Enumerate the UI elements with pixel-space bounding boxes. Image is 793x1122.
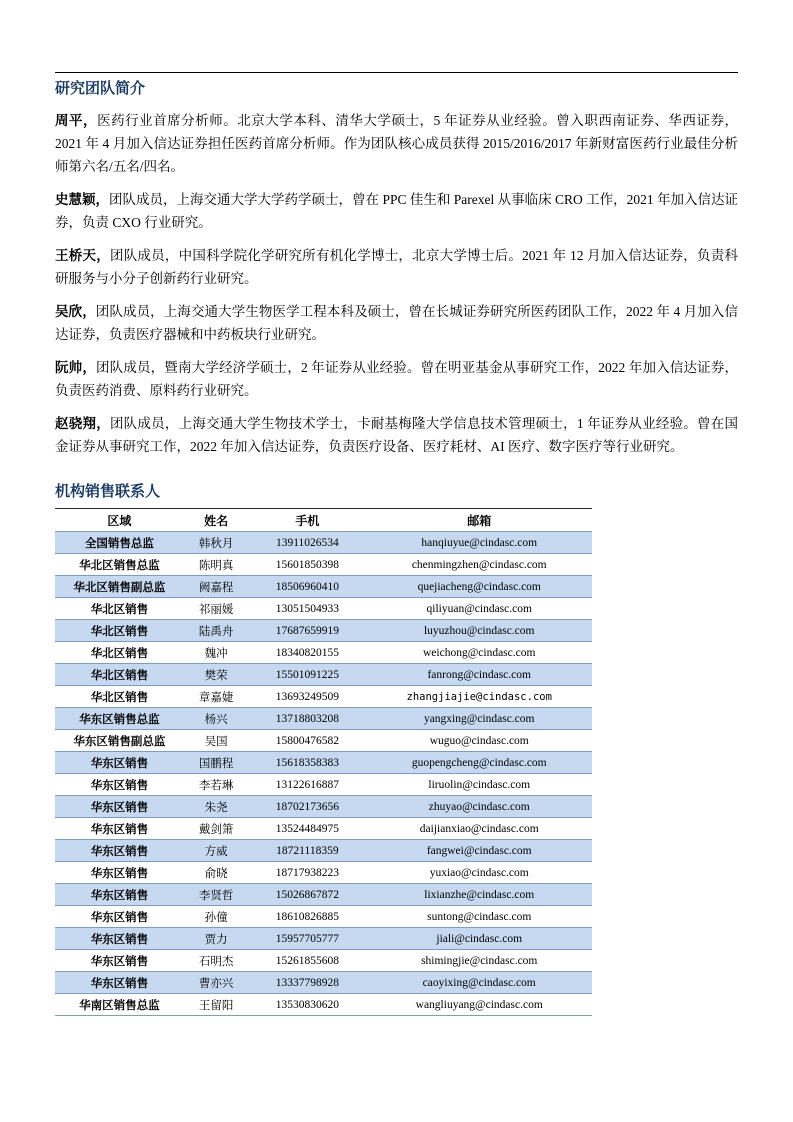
table-row: [55, 686, 592, 708]
table-row: [55, 928, 592, 950]
cell-region: 华北区销售: [55, 620, 184, 642]
cell-phone: 15026867872: [248, 884, 366, 906]
cell-email: liruolin@cindasc.com: [366, 774, 592, 796]
table-row: [55, 664, 592, 686]
cell-phone: 17687659919: [248, 620, 366, 642]
cell-name: 方威: [184, 840, 248, 862]
cell-name: 章嘉婕: [184, 686, 248, 708]
cell-email: yuxiao@cindasc.com: [366, 862, 592, 884]
cell-phone: 15957705777: [248, 928, 366, 950]
header-email: 邮箱: [366, 509, 592, 532]
cell-region: 全国销售总监: [55, 532, 184, 554]
sales-contact-table: [55, 508, 592, 1016]
cell-email: fangwei@cindasc.com: [366, 840, 592, 862]
table-row: [55, 598, 592, 620]
cell-region: 华东区销售: [55, 774, 184, 796]
team-member-paragraph: [55, 109, 738, 178]
page-content: [55, 72, 738, 1016]
cell-phone: 15501091225: [248, 664, 366, 686]
member-bio: 团队成员，上海交通大学大学药学硕士，曾在 PPC 佳生和 Parexel 从事临床 CRO 工作，2021 年加入信达证券，负责 CXO 行业研究。: [55, 192, 738, 230]
table-row: [55, 708, 592, 730]
cell-email: shimingjie@cindasc.com: [366, 950, 592, 972]
cell-phone: 18702173656: [248, 796, 366, 818]
team-member-paragraph: [55, 188, 738, 234]
cell-phone: 18506960410: [248, 576, 366, 598]
member-bio: 团队成员，暨南大学经济学硕士，2 年证券从业经验。曾在明亚基金从事研究工作，2022 年加入信达证券，负责医药消费、原料药行业研究。: [55, 360, 738, 398]
cell-name: 李贤哲: [184, 884, 248, 906]
header-name: 姓名: [184, 509, 248, 532]
cell-region: 华北区销售: [55, 642, 184, 664]
cell-name: 韩秋月: [184, 532, 248, 554]
table-row: [55, 972, 592, 994]
cell-email: yangxing@cindasc.com: [366, 708, 592, 730]
table-row: [55, 862, 592, 884]
table-row: [55, 796, 592, 818]
cell-email: guopengcheng@cindasc.com: [366, 752, 592, 774]
cell-region: 华东区销售: [55, 884, 184, 906]
cell-phone: 15800476582: [248, 730, 366, 752]
header-region: 区域: [55, 509, 184, 532]
cell-name: 国鹏程: [184, 752, 248, 774]
cell-email: suntong@cindasc.com: [366, 906, 592, 928]
contacts-section-title: 机构销售联系人: [55, 483, 161, 500]
team-member-paragraph: [55, 300, 738, 346]
cell-name: 陈明真: [184, 554, 248, 576]
cell-region: 华东区销售: [55, 818, 184, 840]
cell-email: jiali@cindasc.com: [366, 928, 592, 950]
cell-email: zhangjiajie@cindasc.com: [366, 686, 592, 708]
cell-name: 石明杰: [184, 950, 248, 972]
cell-phone: 13530830620: [248, 994, 366, 1016]
cell-name: 吴国: [184, 730, 248, 752]
cell-phone: 18717938223: [248, 862, 366, 884]
cell-email: wuguo@cindasc.com: [366, 730, 592, 752]
cell-phone: 18340820155: [248, 642, 366, 664]
cell-email: fanrong@cindasc.com: [366, 664, 592, 686]
member-name: 赵骁翔，: [55, 416, 110, 431]
cell-phone: 13122616887: [248, 774, 366, 796]
cell-email: quejiacheng@cindasc.com: [366, 576, 592, 598]
cell-phone: 18721118359: [248, 840, 366, 862]
cell-region: 华东区销售: [55, 906, 184, 928]
cell-name: 魏冲: [184, 642, 248, 664]
cell-name: 祁丽媛: [184, 598, 248, 620]
member-bio: 团队成员，上海交通大学生物医学工程本科及硕士，曾在长城证券研究所医药团队工作，2022 年 4 月加入信达证券，负责医疗器械和中药板块行业研究。: [55, 304, 739, 342]
cell-name: 孙僮: [184, 906, 248, 928]
cell-region: 华北区销售: [55, 686, 184, 708]
cell-region: 华东区销售副总监: [55, 730, 184, 752]
cell-phone: 13693249509: [248, 686, 366, 708]
cell-phone: 18610826885: [248, 906, 366, 928]
cell-region: 华东区销售: [55, 862, 184, 884]
cell-name: 杨兴: [184, 708, 248, 730]
cell-region: 华东区销售: [55, 972, 184, 994]
cell-phone: 15601850398: [248, 554, 366, 576]
team-section-title: 研究团队简介: [55, 80, 146, 97]
member-bio: 团队成员，中国科学院化学研究所有机化学博士，北京大学博士后。2021 年 12 月加入信达证券，负责科研服务与小分子创新药行业研究。: [55, 248, 739, 286]
cell-name: 樊荣: [184, 664, 248, 686]
member-name: 阮帅，: [55, 360, 96, 375]
table-row: [55, 906, 592, 928]
cell-region: 华南区销售总监: [55, 994, 184, 1016]
cell-email: caoyixing@cindasc.com: [366, 972, 592, 994]
cell-name: 陆禹舟: [184, 620, 248, 642]
contact-table-body: [55, 532, 592, 1016]
cell-name: 王留阳: [184, 994, 248, 1016]
member-bio: 医药行业首席分析师。北京大学本科、清华大学硕士，5 年证券从业经验。曾入职西南证券、华西证券，2021 年 4 月加入信达证券担任医药首席分析师。作为团队核心成员获得 2015/2016/2017 年新财富医药行业最佳分析师第六名/五名/四名。: [55, 113, 739, 174]
contact-table-header-row: [55, 509, 592, 532]
section-divider-rule: [55, 72, 738, 73]
cell-phone: 13337798928: [248, 972, 366, 994]
table-row: [55, 554, 592, 576]
cell-name: 戴剑箫: [184, 818, 248, 840]
cell-region: 华北区销售总监: [55, 554, 184, 576]
table-row: [55, 884, 592, 906]
cell-email: weichong@cindasc.com: [366, 642, 592, 664]
member-name: 周平，: [55, 113, 98, 128]
table-row: [55, 950, 592, 972]
cell-phone: 15618358383: [248, 752, 366, 774]
table-row: [55, 642, 592, 664]
cell-name: 李若琳: [184, 774, 248, 796]
table-row: [55, 774, 592, 796]
cell-email: wangliuyang@cindasc.com: [366, 994, 592, 1016]
team-member-paragraph: [55, 244, 738, 290]
cell-name: 俞晓: [184, 862, 248, 884]
cell-email: zhuyao@cindasc.com: [366, 796, 592, 818]
cell-email: hanqiuyue@cindasc.com: [366, 532, 592, 554]
cell-phone: 15261855608: [248, 950, 366, 972]
cell-phone: 13051504933: [248, 598, 366, 620]
cell-region: 华东区销售: [55, 950, 184, 972]
cell-email: luyuzhou@cindasc.com: [366, 620, 592, 642]
cell-phone: 13524484975: [248, 818, 366, 840]
member-name: 史慧颖，: [55, 192, 110, 207]
member-name: 王桥天，: [55, 248, 110, 263]
table-row: [55, 730, 592, 752]
team-member-list: [55, 109, 738, 458]
table-row: [55, 752, 592, 774]
table-row: [55, 620, 592, 642]
cell-email: lixianzhe@cindasc.com: [366, 884, 592, 906]
member-name: 吴欣，: [55, 304, 96, 319]
cell-region: 华北区销售: [55, 598, 184, 620]
cell-name: 曹亦兴: [184, 972, 248, 994]
table-row: [55, 994, 592, 1016]
table-row: [55, 532, 592, 554]
cell-name: 贾力: [184, 928, 248, 950]
table-row: [55, 818, 592, 840]
table-row: [55, 840, 592, 862]
member-bio: 团队成员，上海交通大学生物技术学士，卡耐基梅隆大学信息技术管理硕士，1 年证券从业经验。曾在国金证券从事研究工作，2022 年加入信达证券，负责医疗设备、医疗耗材、AI 医疗、数字医疗等行业研究。: [55, 416, 739, 454]
team-member-paragraph: [55, 356, 738, 402]
contact-table-header: [55, 509, 592, 532]
cell-region: 华东区销售: [55, 840, 184, 862]
table-row: [55, 576, 592, 598]
header-phone: 手机: [248, 509, 366, 532]
cell-region: 华东区销售: [55, 928, 184, 950]
cell-phone: 13718803208: [248, 708, 366, 730]
cell-region: 华东区销售总监: [55, 708, 184, 730]
team-member-paragraph: [55, 412, 738, 458]
cell-region: 华东区销售: [55, 752, 184, 774]
cell-region: 华东区销售: [55, 796, 184, 818]
cell-region: 华北区销售副总监: [55, 576, 184, 598]
cell-email: daijianxiao@cindasc.com: [366, 818, 592, 840]
cell-phone: 13911026534: [248, 532, 366, 554]
cell-name: 阙嘉程: [184, 576, 248, 598]
cell-email: qiliyuan@cindasc.com: [366, 598, 592, 620]
cell-region: 华北区销售: [55, 664, 184, 686]
cell-email: chenmingzhen@cindasc.com: [366, 554, 592, 576]
cell-name: 朱尧: [184, 796, 248, 818]
